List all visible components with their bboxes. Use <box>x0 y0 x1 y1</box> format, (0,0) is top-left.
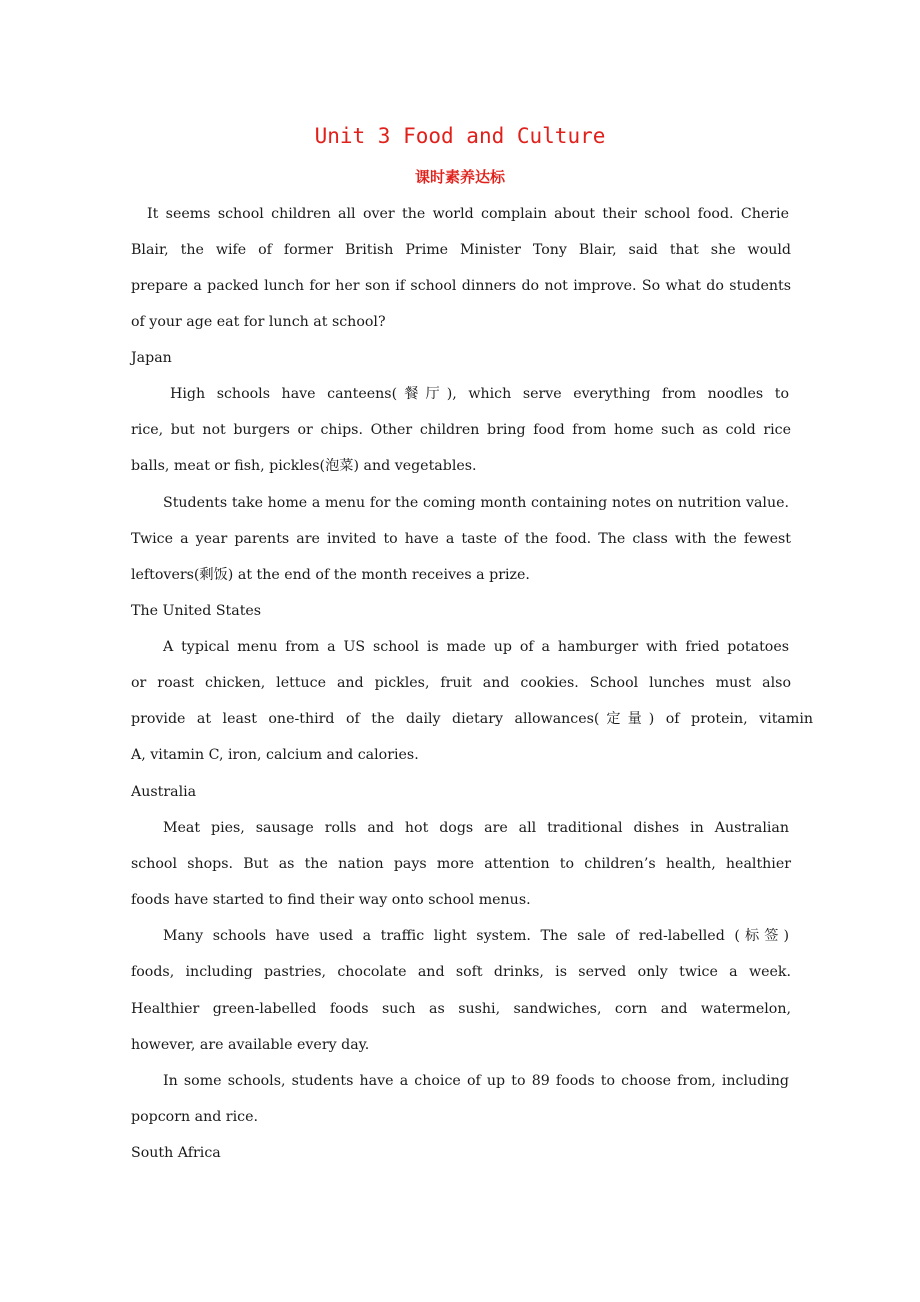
japan-p1-line-2: rice, but not burgers or chips. Other children bring food from home such as cold rice <box>131 422 791 438</box>
intro-line-1: It seems school children all over the world complain about their school food. Cherie <box>147 206 789 222</box>
us-p1-line-3: provide at least one-third of the daily dietary allowances(定量) of protein, vitamin <box>131 711 813 727</box>
section-heading-south-africa: South Africa <box>131 1145 221 1161</box>
japan-p2-line-2: Twice a year parents are invited to have a taste of the food. The class with the fewest <box>131 531 791 547</box>
australia-p1-line-3: foods have started to find their way onto school menus. <box>131 892 531 908</box>
intro-line-3: prepare a packed lunch for her son if school dinners do not improve. So what do students <box>131 278 791 294</box>
page-subtitle: 课时素养达标 <box>414 168 505 186</box>
australia-p1-line-1: Meat pies, sausage rolls and hot dogs are all traditional dishes in Australian <box>163 820 789 836</box>
australia-p3-line-1: In some schools, students have a choice of up to 89 foods to choose from, including <box>163 1073 789 1089</box>
intro-line-2: Blair, the wife of former British Prime Minister Tony Blair, said that she would <box>131 242 791 258</box>
australia-p1-line-2: school shops. But as the nation pays more attention to children’s health, healthier <box>131 856 791 872</box>
australia-p2-line-2: foods, including pastries, chocolate and soft drinks, is served only twice a week. <box>131 964 791 980</box>
page-title: Unit 3 Food and Culture <box>314 124 606 148</box>
section-heading-australia: Australia <box>131 784 197 800</box>
japan-p2-line-3: leftovers(剩饭) at the end of the month receives a prize. <box>131 567 530 583</box>
japan-p2-line-1: Students take home a menu for the coming month containing notes on nutrition value. <box>163 495 789 511</box>
japan-p1-line-1: High schools have canteens(餐厅), which serve everything from noodles to <box>170 386 789 402</box>
australia-p2-line-3: Healthier green-labelled foods such as sushi, sandwiches, corn and watermelon, <box>131 1001 791 1017</box>
australia-p2-line-1: Many schools have used a traffic light system. The sale of red-labelled (标签) <box>163 928 789 944</box>
japan-p1-line-3: balls, meat or fish, pickles(泡菜) and vegetables. <box>131 458 477 474</box>
us-p1-line-2: or roast chicken, lettuce and pickles, fruit and cookies. School lunches must also <box>131 675 791 691</box>
us-p1-line-1: A typical menu from a US school is made up of a hamburger with fried potatoes <box>163 639 789 655</box>
section-heading-us: The United States <box>131 603 262 619</box>
intro-line-4: of your age eat for lunch at school? <box>131 314 386 330</box>
australia-p2-line-4: however, are available every day. <box>131 1037 370 1053</box>
australia-p3-line-2: popcorn and rice. <box>131 1109 258 1125</box>
section-heading-japan: Japan <box>131 350 172 366</box>
us-p1-line-4: A, vitamin C, iron, calcium and calories. <box>131 747 419 763</box>
